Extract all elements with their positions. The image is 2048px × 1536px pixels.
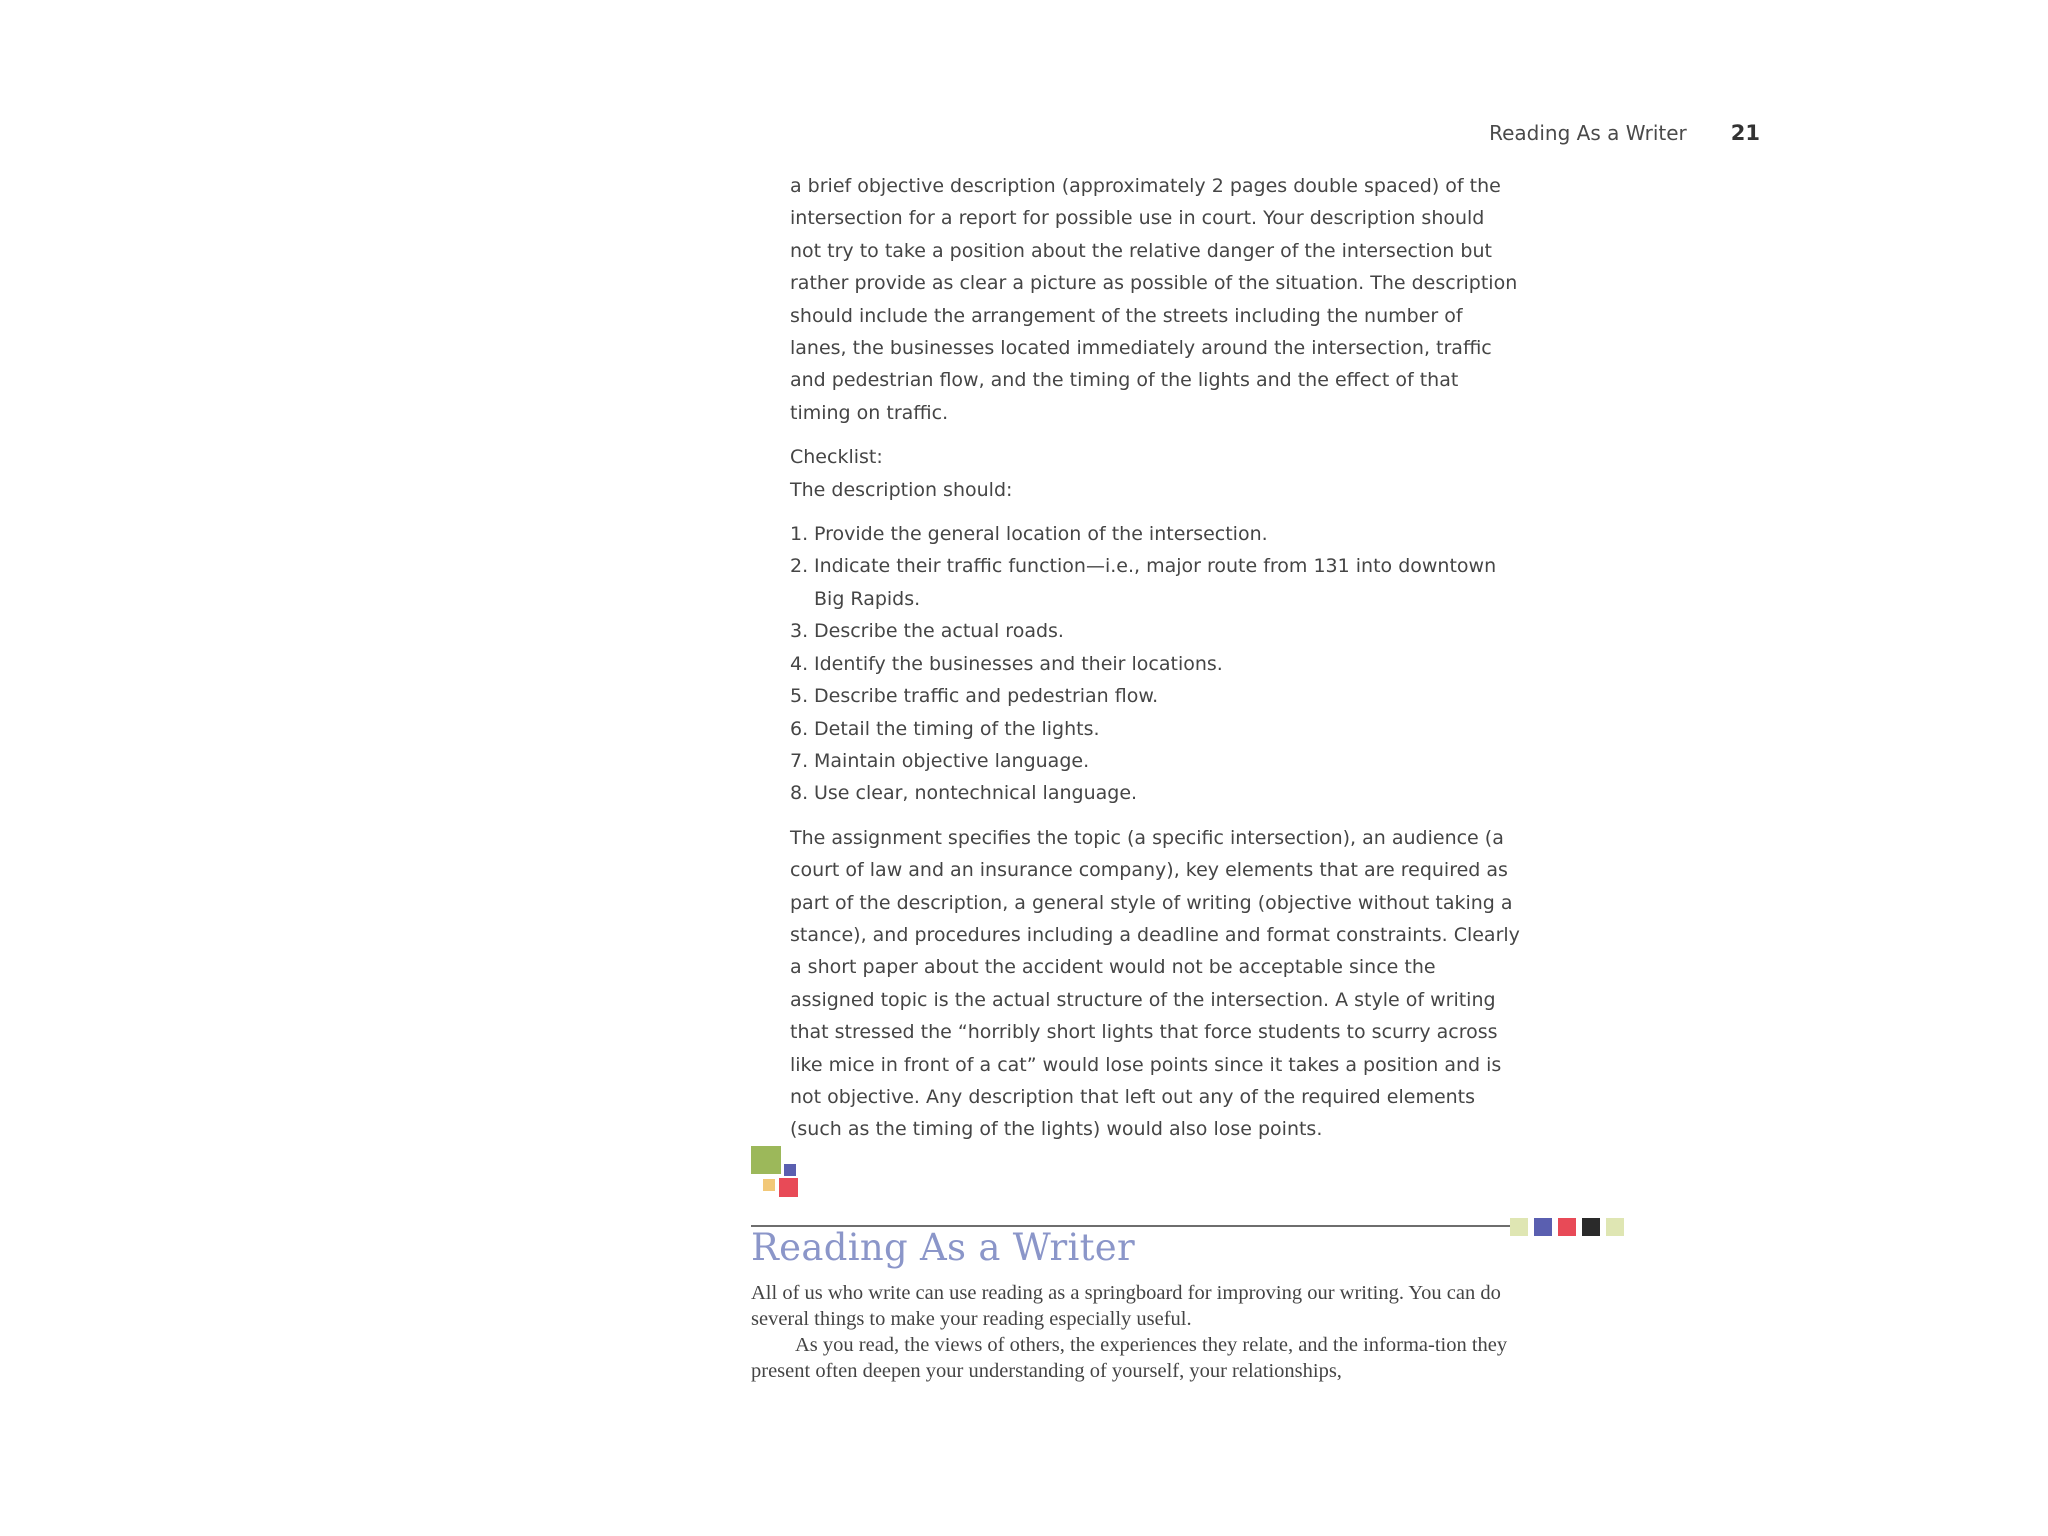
yellow-square-ornament bbox=[763, 1179, 775, 1191]
checklist-item-text: Indicate their traffic function—i.e., major route from 131 into downtown Big Rapids. bbox=[814, 555, 1497, 610]
section-paragraph: All of us who write can use reading as a springboard for improving our writing. You can do several things to make your reading especially useful. bbox=[751, 1282, 1501, 1330]
checklist-item-text: Describe the actual roads. bbox=[814, 620, 1064, 643]
red-square-ornament bbox=[1558, 1218, 1576, 1236]
checklist bbox=[790, 518, 1520, 810]
checklist-item-text: Describe traffic and pedestrian flow. bbox=[814, 685, 1159, 708]
checklist-item-number: 7. bbox=[790, 749, 809, 772]
checklist-item bbox=[790, 777, 1520, 809]
checklist-item-number: 2. bbox=[790, 555, 809, 578]
checklist-item-text: Provide the general location of the intersection. bbox=[814, 523, 1268, 546]
page-number: 21 bbox=[1730, 121, 1760, 145]
body-column bbox=[790, 170, 1520, 1146]
checklist-item-text: Use clear, nontechnical language. bbox=[814, 782, 1138, 805]
intro-paragraph: a brief objective description (approximately 2 pages double spaced) of the intersection for a report for possible use in court. Your description should not try to take a position about the relative danger of the intersection but rather provide as clear a picture as possible of the situation. The description should include the arrangement of the streets including the number of lanes, the businesses located immediately around the intersection, traffic and pedestrian flow, and the timing of the lights and the effect of that timing on traffic. bbox=[790, 175, 1518, 424]
checklist-item bbox=[790, 648, 1520, 680]
checklist-item-number: 1. bbox=[790, 523, 809, 546]
section-paragraph: As you read, the views of others, the experiences they relate, and the informa-tion they present often deepen your understanding of yourself, your relationships, bbox=[751, 1334, 1508, 1382]
black-square-ornament bbox=[1582, 1218, 1600, 1236]
running-head bbox=[1300, 121, 1760, 145]
checklist-item bbox=[790, 518, 1520, 550]
checklist-item bbox=[790, 713, 1520, 745]
red-square-ornament bbox=[779, 1178, 798, 1197]
checklist-item bbox=[790, 615, 1520, 647]
closing-paragraph: The assignment specifies the topic (a specific intersection), an audience (a court of law and an insurance company), key elements that are required as part of the description, a general style of writing (objective without taking a stance), and procedures including a deadline and format constraints. Clearly a short paper about the accident would not be acceptable since the assigned topic is the actual structure of the intersection. A style of writing that stressed the “horribly short lights that force students to scurry across like mice in front of a cat” would lose points since it takes a position and is not objective. Any description that left out any of the required elements (such as the timing of the lights) would also lose points. bbox=[790, 826, 1520, 1141]
section-heading: Reading As a Writer bbox=[751, 1226, 1135, 1269]
checklist-label: Checklist: bbox=[790, 446, 883, 469]
checklist-item-number: 4. bbox=[790, 652, 809, 675]
checklist-item-number: 3. bbox=[790, 620, 809, 643]
pale-square-ornament bbox=[1606, 1218, 1624, 1236]
checklist-item-text: Identify the businesses and their locations. bbox=[814, 652, 1223, 675]
checklist-item-text: Maintain objective language. bbox=[814, 749, 1090, 772]
section-body bbox=[751, 1280, 1511, 1384]
green-square-ornament bbox=[751, 1146, 781, 1174]
checklist-item-text: Detail the timing of the lights. bbox=[814, 717, 1100, 740]
checklist-item bbox=[790, 745, 1520, 777]
pale-square-ornament bbox=[1510, 1218, 1528, 1236]
checklist-item bbox=[790, 680, 1520, 712]
checklist-lead: The description should: bbox=[790, 478, 1013, 501]
running-head-title: Reading As a Writer bbox=[1489, 121, 1687, 145]
decorative-squares bbox=[751, 1146, 801, 1196]
blue-square-ornament bbox=[1534, 1218, 1552, 1236]
divider-squares bbox=[1510, 1218, 1624, 1236]
checklist-item-number: 6. bbox=[790, 717, 809, 740]
checklist-item-number: 5. bbox=[790, 685, 809, 708]
checklist-item-number: 8. bbox=[790, 782, 809, 805]
blue-square-ornament bbox=[784, 1164, 796, 1176]
checklist-item bbox=[790, 550, 1520, 615]
